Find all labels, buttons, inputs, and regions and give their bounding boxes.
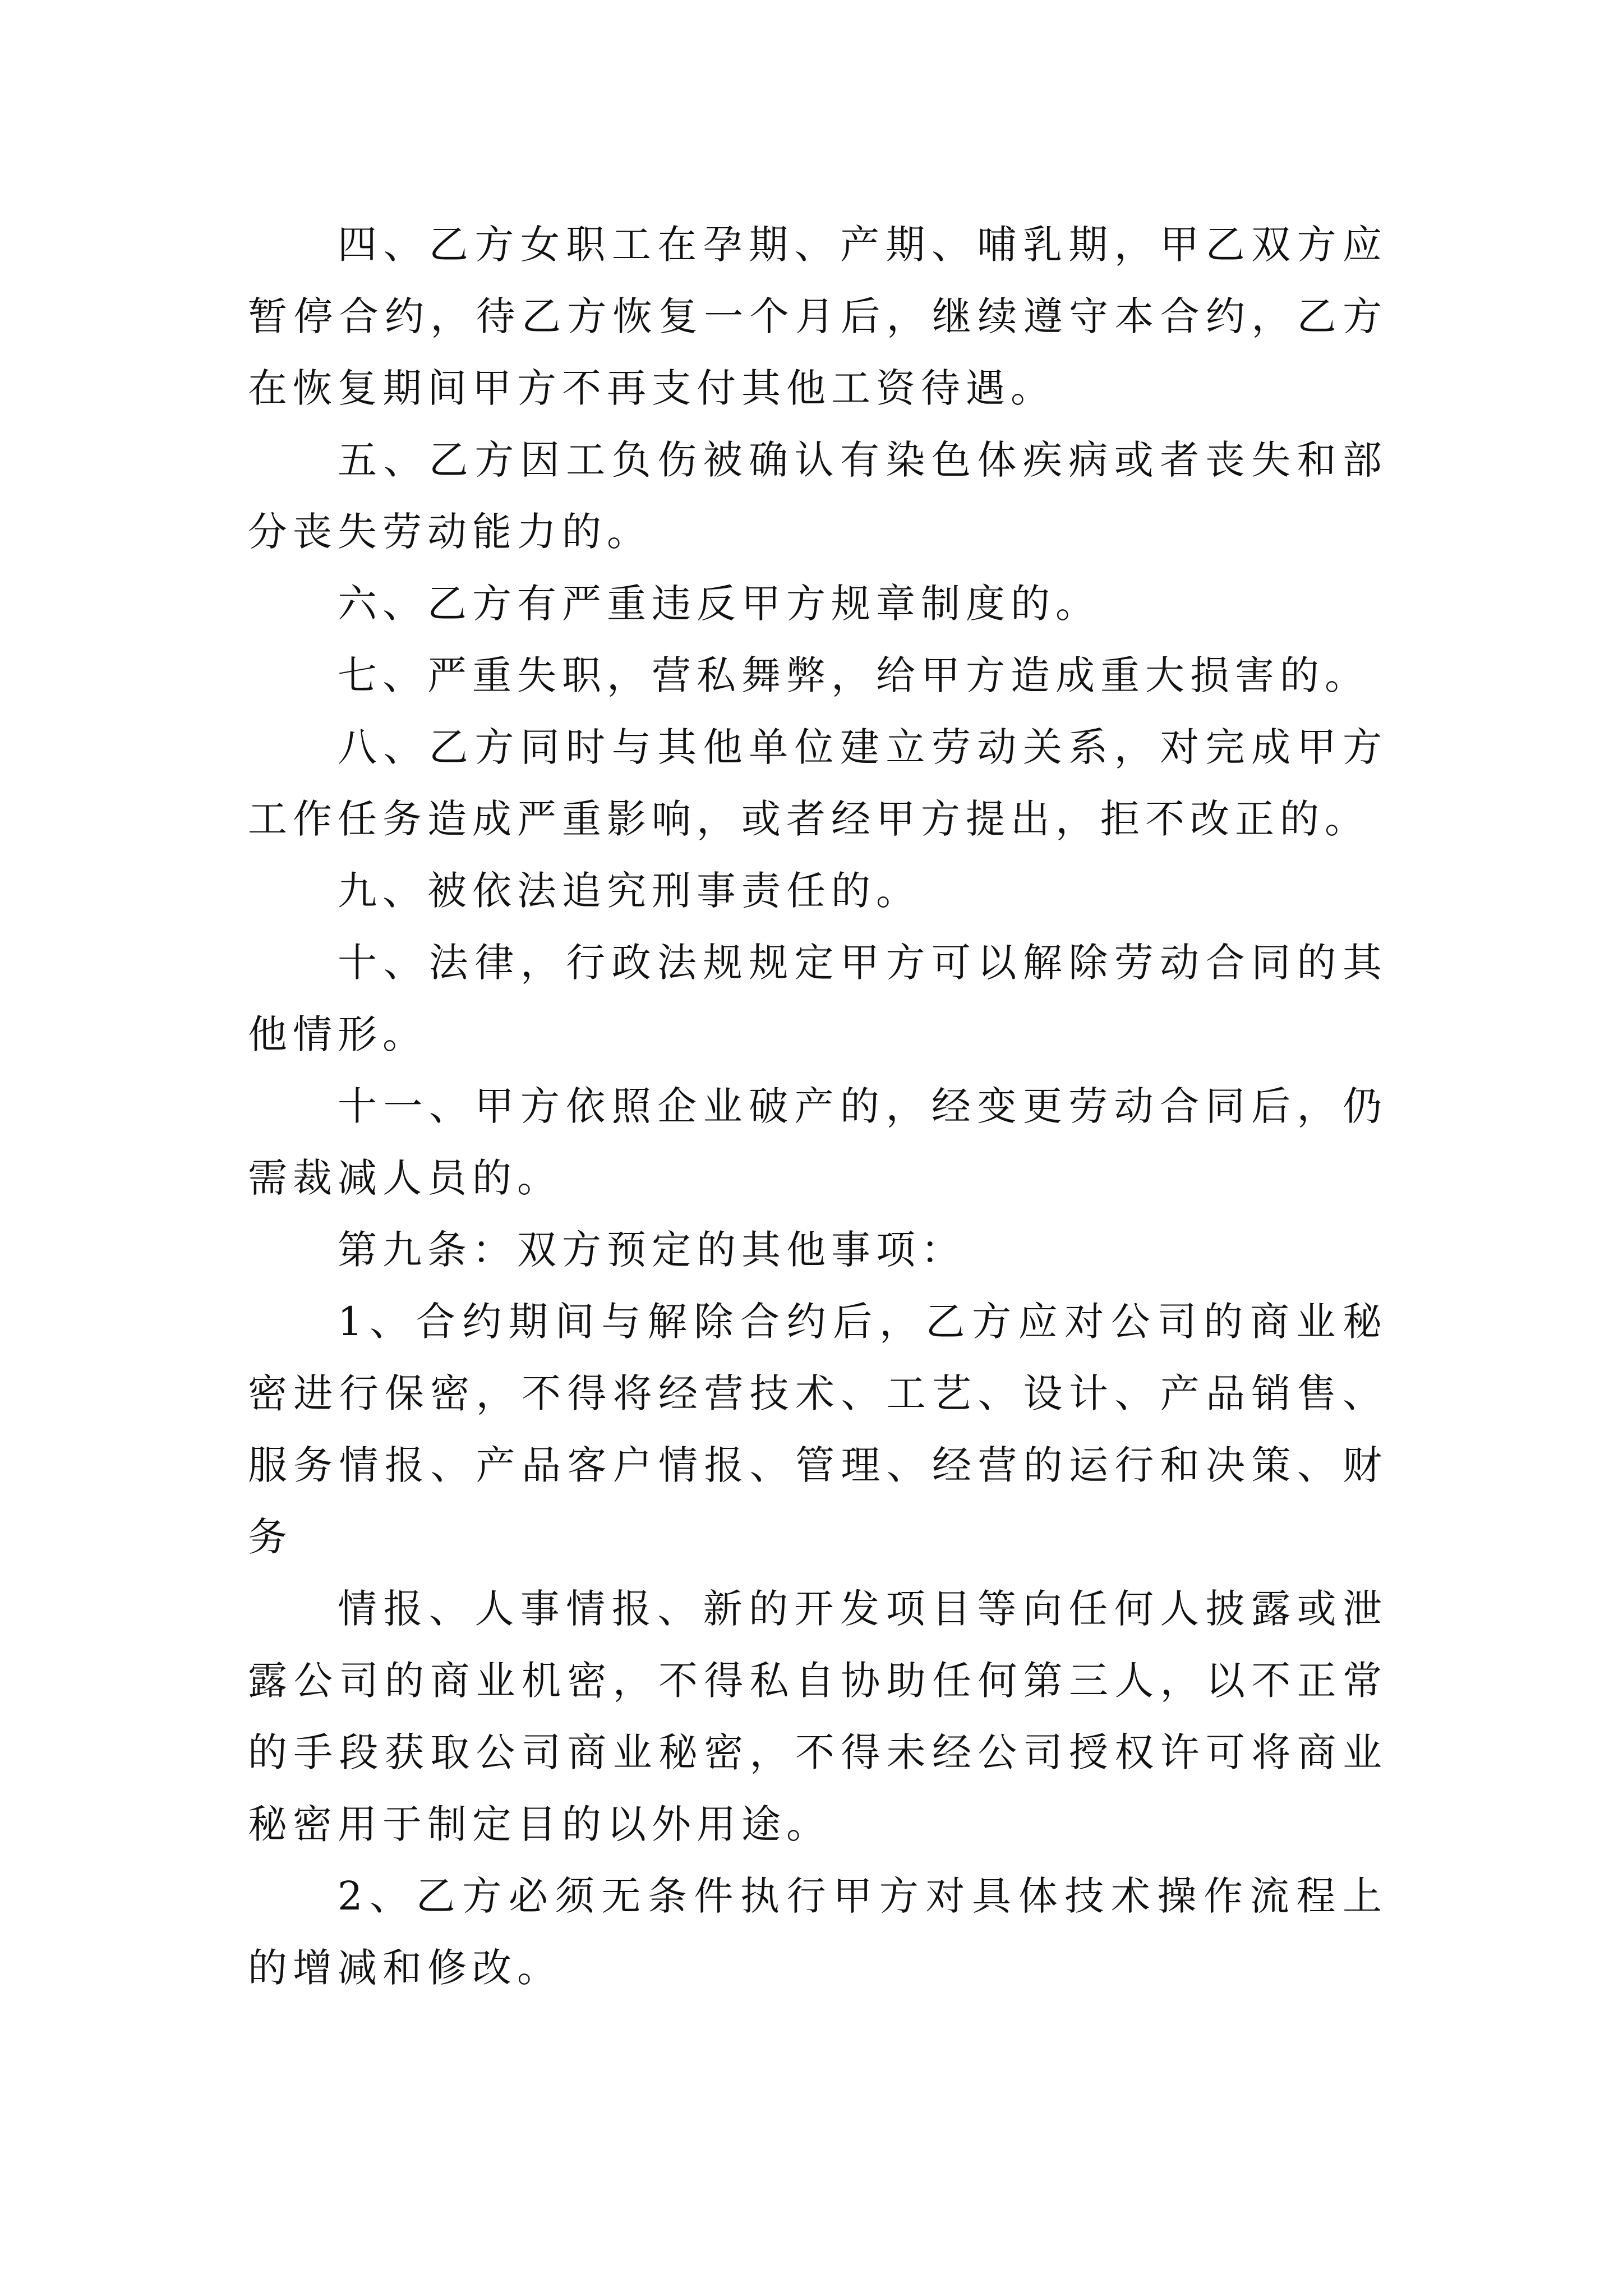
- article-9-item-1-continued: 情报、人事情报、新的开发项目等向任何人披露或泄露公司的商业机密，不得私自协助任何第三人，以不正常的手段获取公司商业秘密，不得未经公司授权许可将商业秘密用于制定目的以外用途。: [248, 1586, 1387, 1847]
- paragraph-6: 六、乙方有严重违反甲方规章制度的。: [338, 581, 1100, 627]
- article-9-heading: 第九条：双方预定的其他事项：: [338, 1227, 966, 1273]
- article-9-item-2: 2、乙方必须无条件执行甲方对具体技术操作流程上的增减和修改。: [248, 1873, 1387, 1991]
- paragraph-5: 五、乙方因工负伤被确认有染色体疾病或者丧失和部分丧失劳动能力的。: [248, 437, 1387, 555]
- paragraph-4: 四、乙方女职工在孕期、产期、哺乳期，甲乙双方应暂停合约，待乙方恢复一个月后，继续遵守本合约，乙方在恢复期间甲方不再支付其他工资待遇。: [248, 222, 1387, 411]
- paragraph-8: 八、乙方同时与其他单位建立劳动关系，对完成甲方工作任务造成严重影响，或者经甲方提出，拒不改正的。: [248, 724, 1387, 842]
- paragraph-10: 十、法律，行政法规规定甲方可以解除劳动合同的其他情形。: [248, 940, 1387, 1057]
- paragraph-9: 九、被依法追究刑事责任的。: [338, 868, 921, 914]
- paragraph-11: 十一、甲方依照企业破产的，经变更劳动合同后，仍需裁减人员的。: [248, 1083, 1387, 1201]
- paragraph-7: 七、严重失职，营私舞弊，给甲方造成重大损害的。: [338, 652, 1370, 698]
- document-body: [248, 209, 1387, 2004]
- article-9-item-1: 1、合约期间与解除合约后，乙方应对公司的商业秘密进行保密，不得将经营技术、工艺、设计、产品销售、服务情报、产品客户情报、管理、经营的运行和决策、财务: [248, 1299, 1387, 1560]
